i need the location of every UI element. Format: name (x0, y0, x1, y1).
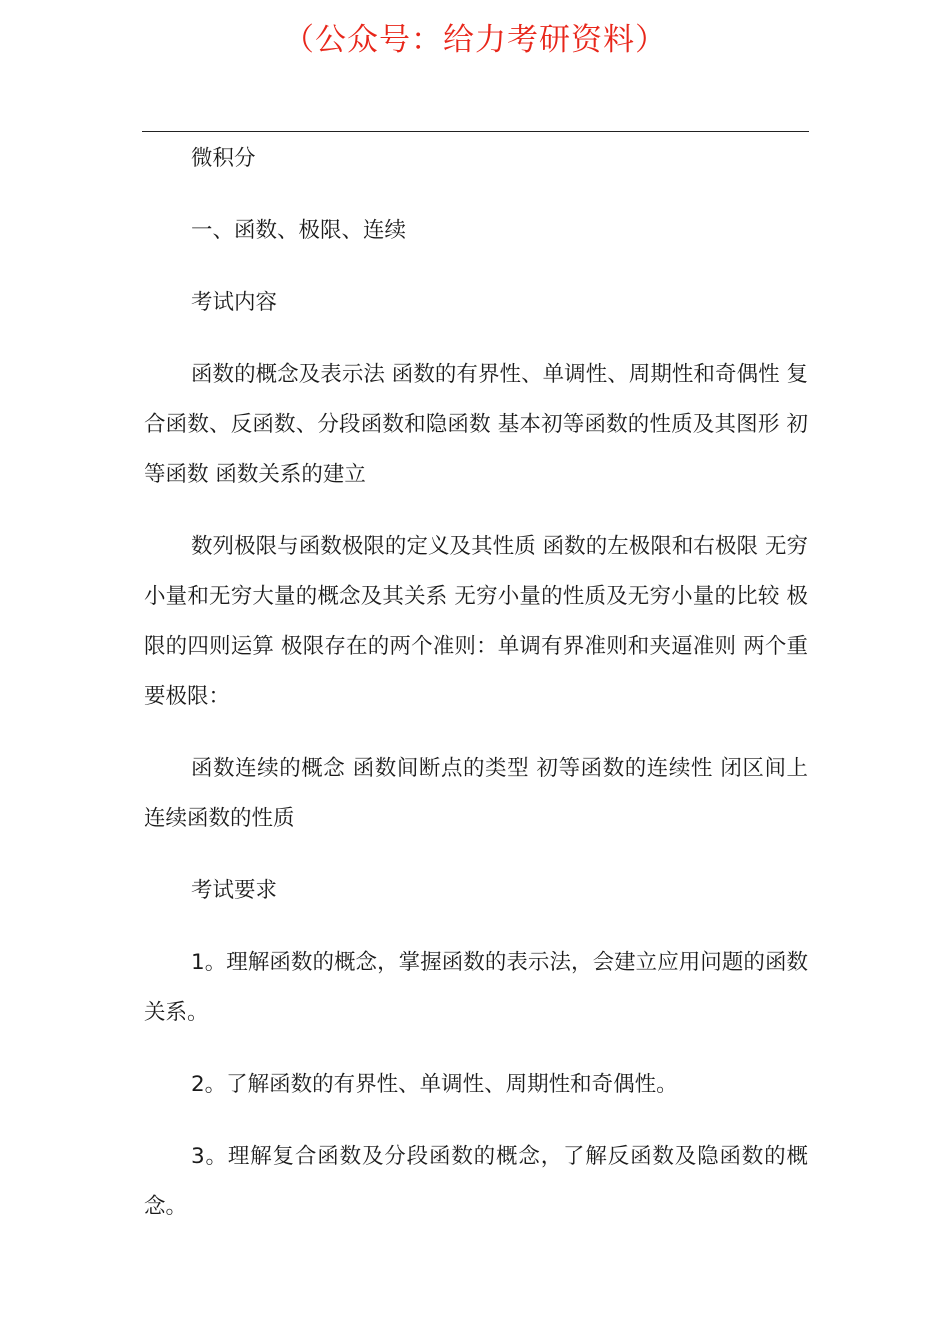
header-banner: （公众号：给力考研资料） (283, 22, 667, 58)
subject-title: 微积分 (191, 146, 256, 171)
document-body (144, 134, 808, 1254)
content-paragraph: 函数的概念及表示法 函数的有界性、单调性、周期性和奇偶性 复合函数、反函数、分段函数和隐函数 基本初等函数的性质及其图形 初等函数 函数关系的建立 (144, 362, 808, 487)
section-title: 一、函数、极限、连续 (191, 218, 407, 243)
exam-requirements-heading: 考试要求 (191, 878, 278, 903)
exam-content-heading: 考试内容 (191, 290, 278, 315)
requirement-item: 2。了解函数的有界性、单调性、周期性和奇偶性。 (191, 1072, 678, 1097)
content-paragraph: 数列极限与函数极限的定义及其性质 函数的左极限和右极限 无穷小量和无穷大量的概念及其关系 无穷小量的性质及无穷小量的比较 极限的四则运算 极限存在的两个准则：单调有界准则和夹逼准则 两个重要极限： (144, 534, 808, 709)
content-paragraph: 函数连续的概念 函数间断点的类型 初等函数的连续性 闭区间上连续函数的性质 (144, 756, 808, 831)
requirement-item: 1。理解函数的概念，掌握函数的表示法，会建立应用问题的函数关系。 (144, 950, 808, 1025)
header-divider (142, 131, 809, 132)
requirement-item: 3。理解复合函数及分段函数的概念，了解反函数及隐函数的概念。 (144, 1144, 808, 1219)
